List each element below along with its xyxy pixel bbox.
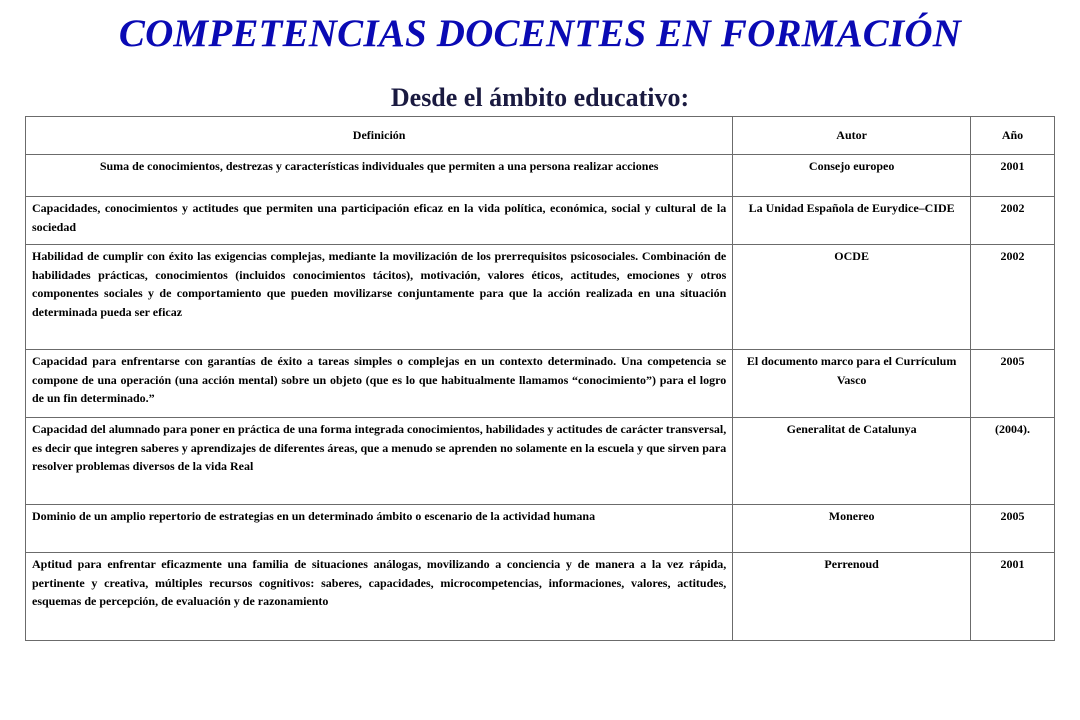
table-row	[26, 197, 1055, 245]
table-header-row	[26, 117, 1055, 155]
competencias-table	[25, 116, 1055, 641]
cell-definicion: Aptitud para enfrentar eficazmente una familia de situaciones análogas, movilizando a conciencia y de manera a la vez rápida, pertinente y creativa, múltiples recursos cognitivos: saberes, capacidades, microcompetencias, informaciones, valores, actitudes, esquemas de percepción, de evaluación y de razonamiento	[26, 553, 733, 641]
cell-definicion: Habilidad de cumplir con éxito las exigencias complejas, mediante la movilización de los prerrequisitos psicosociales. Combinación de habilidades prácticas, conocimientos (incluidos conocimientos tácitos), motivación, valores éticos, actitudes, emociones y otros componentes sociales y de comportamiento que pueden movilizarse conjuntamente para que la acción realizada en una situación determinada pueda ser eficaz	[26, 245, 733, 350]
cell-autor: Perrenoud	[733, 553, 971, 641]
table-row	[26, 245, 1055, 350]
cell-anio: (2004).	[971, 418, 1055, 505]
table-row	[26, 418, 1055, 505]
header-anio: Año	[971, 117, 1055, 155]
cell-definicion: Dominio de un amplio repertorio de estrategias en un determinado ámbito o escenario de la actividad humana	[26, 505, 733, 553]
cell-autor: OCDE	[733, 245, 971, 350]
cell-anio: 2005	[971, 505, 1055, 553]
cell-anio: 2002	[971, 245, 1055, 350]
cell-autor: Generalitat de Catalunya	[733, 418, 971, 505]
cell-anio: 2002	[971, 197, 1055, 245]
table-row	[26, 553, 1055, 641]
cell-definicion: Capacidad del alumnado para poner en práctica de una forma integrada conocimientos, habilidades y actitudes de carácter transversal, es decir que integren saberes y aprendizajes de diferentes áreas, que a menudo se aprenden no solamente en la escuela y que sirven para resolver problemas diversos de la vida Real	[26, 418, 733, 505]
cell-definicion: Capacidad para enfrentarse con garantías de éxito a tareas simples o complejas en un contexto determinado. Una competencia se compone de una operación (una acción mental) sobre un objeto (que es lo que habitualmente llamamos “conocimiento”) para el logro de un fin determinado.”	[26, 350, 733, 418]
cell-autor: El documento marco para el Currículum Vasco	[733, 350, 971, 418]
header-autor: Autor	[733, 117, 971, 155]
cell-anio: 2001	[971, 553, 1055, 641]
table-row	[26, 155, 1055, 197]
cell-anio: 2001	[971, 155, 1055, 197]
cell-autor: La Unidad Española de Eurydice–CIDE	[733, 197, 971, 245]
cell-autor: Consejo europeo	[733, 155, 971, 197]
cell-anio: 2005	[971, 350, 1055, 418]
table-row	[26, 505, 1055, 553]
header-definicion: Definición	[26, 117, 733, 155]
cell-definicion: Suma de conocimientos, destrezas y características individuales que permiten a una persona realizar acciones	[26, 155, 733, 197]
cell-autor: Monereo	[733, 505, 971, 553]
page-title: COMPETENCIAS DOCENTES EN FORMACIÓN	[118, 12, 962, 55]
page-subtitle: Desde el ámbito educativo:	[390, 83, 690, 112]
table-row	[26, 350, 1055, 418]
cell-definicion: Capacidades, conocimientos y actitudes que permiten una participación eficaz en la vida política, económica, social y cultural de la sociedad	[26, 197, 733, 245]
